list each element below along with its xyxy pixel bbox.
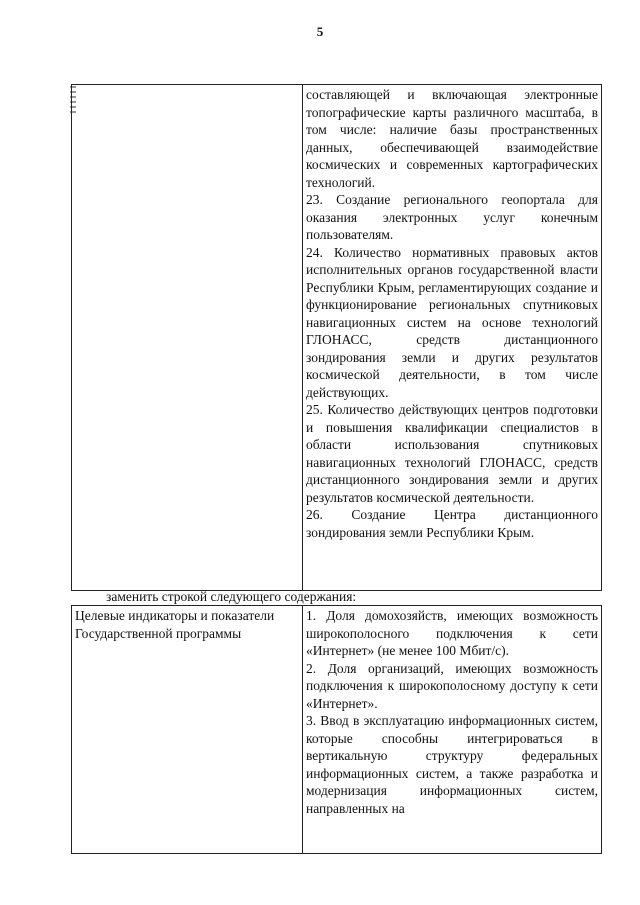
table-cell-right xyxy=(303,606,602,854)
table-cell-left xyxy=(72,85,303,591)
page-number: 5 xyxy=(316,24,324,39)
indicator-paragraph: 25. Количество действующих центров подготовки и повышения квалификации специалистов в области использования спутниковых навигационных технологий ГЛОНАСС, средств дистанционного зондирования земли и других результатов космической деятельности. xyxy=(306,402,598,505)
indicators-table-new xyxy=(71,605,602,854)
indicator-paragraph: 1. Доля домохозяйств, имеющих возможность широкополосного подключения к сети «Интернет» (не менее 100 Мбит/с). xyxy=(306,608,598,658)
indicator-paragraph: 23. Создание регионального геопортала для оказания электронных услуг конечным пользователям. xyxy=(306,192,598,242)
indicator-paragraph: 3. Ввод в эксплуатацию информационных систем, которые способны интегрироваться в вертикальную структуру федеральных информационных систем, а также разработка и модернизация информационных систем, направленных на xyxy=(306,713,598,816)
table-cell-left: Целевые индикаторы и показатели Государственной программы xyxy=(72,606,303,854)
table-cell-right xyxy=(303,85,602,591)
indicator-paragraph: 26. Создание Центра дистанционного зондирования земли Республики Крым. xyxy=(306,507,598,540)
indicator-paragraph: 2. Доля организаций, имеющих возможность подключения к широкополосному доступу к сети «Интернет». xyxy=(306,660,598,711)
indicators-table-old xyxy=(71,84,602,591)
table-row xyxy=(72,606,602,854)
indicator-paragraph: составляющей и включающая электронные топографические карты различного масштаба, в том числе: наличие базы пространственных данных, обеспечивающей взаимодействие космических и современных картографических технологий. xyxy=(306,87,598,190)
table-row xyxy=(72,85,602,591)
replace-instruction: заменить строкой следующего содержания: xyxy=(106,589,357,604)
indicator-paragraph: 24. Количество нормативных правовых актов исполнительных органов государственной власти Республики Крым, регламентирующих создание и функционирование региональных спутниковых навигационных систем на основе технологий ГЛОНАСС, средств дистанционного зондирования земли и других результатов космической деятельности, в том числе действующих. xyxy=(306,244,598,400)
